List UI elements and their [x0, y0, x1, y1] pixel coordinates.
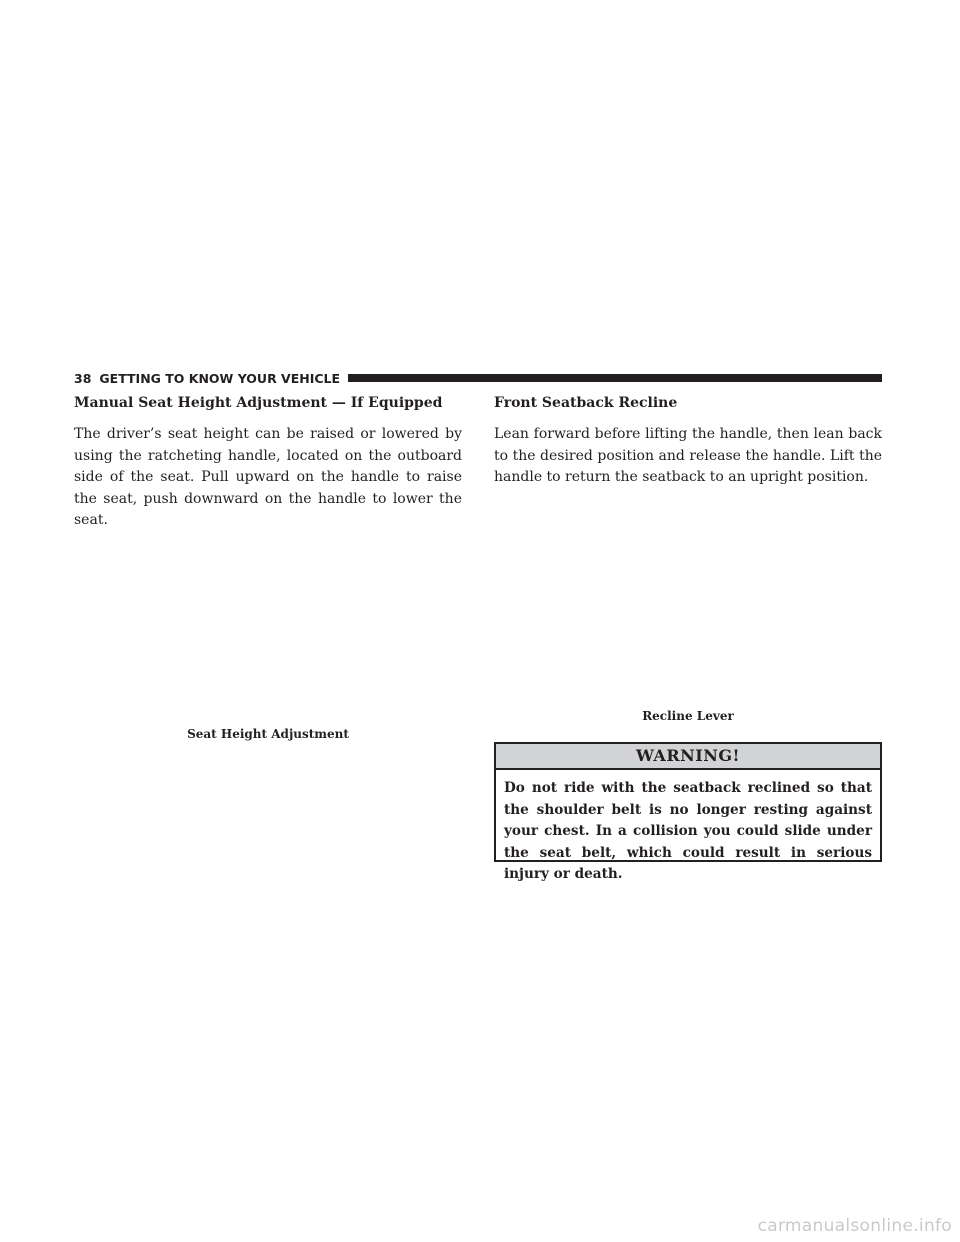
- recline-heading: Front Seatback Recline: [494, 395, 678, 411]
- warning-title: WARNING!: [496, 744, 880, 770]
- seat-height-caption: Seat Height Adjustment: [187, 727, 349, 741]
- left-column: [74, 394, 462, 532]
- page-header: [74, 370, 882, 386]
- recline-body: Lean forward before lifting the handle, then lean back to the desired position and release the handle. Lift the handle to return the seatback to an upright position.: [494, 426, 882, 485]
- right-column: [494, 394, 882, 489]
- section-title: GETTING TO KNOW YOUR VEHICLE: [99, 370, 341, 386]
- recline-caption: Recline Lever: [642, 709, 734, 723]
- page-number: 38: [74, 370, 92, 386]
- warning-box: [494, 742, 882, 882]
- watermark: carmanualsonline.info: [757, 1216, 952, 1236]
- seat-height-heading: Manual Seat Height Adjustment — If Equipped: [74, 395, 443, 411]
- header-rule: [348, 374, 882, 382]
- seat-height-body: The driver’s seat height can be raised or lowered by using the ratcheting handle, located on the outboard side of the seat. Pull upward on the handle to raise the seat, push downward on the handle to lower the seat.: [74, 426, 462, 528]
- warning-text: Do not ride with the seatback reclined so that the shoulder belt is no longer resting against your chest. In a collision you could slide under the seat belt, which could result in serious injury or death.: [504, 780, 872, 882]
